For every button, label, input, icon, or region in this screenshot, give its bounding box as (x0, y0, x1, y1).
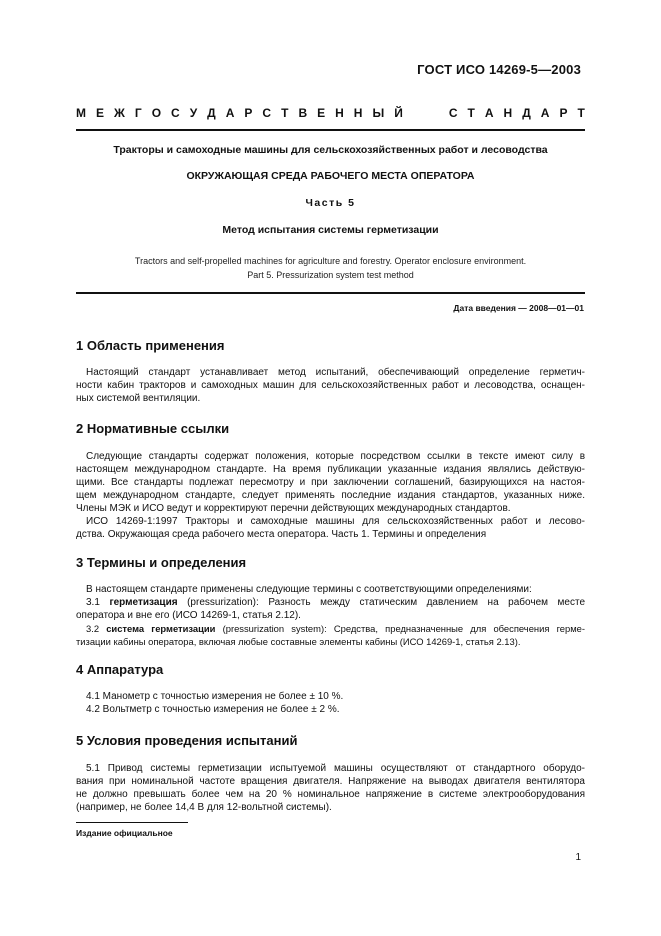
banner-letter: А (484, 106, 494, 120)
term-3-1-definition: (pressurization): Разность между статическим давлением на рабочем месте (177, 597, 586, 608)
title-part: Часть 5 (305, 197, 356, 209)
section-2-line: щем международном стандарте, следует применять последние издания стандартов, указанных ниже. (76, 490, 585, 501)
term-3-2-term: система герметизации (106, 623, 216, 634)
section-2-line: щими. Все стандарты подлежат пересмотру и при заключении соглашений, базирующихся на настоя- (76, 477, 585, 488)
term-3-2 (76, 622, 585, 635)
edition-note: Издание официальное (76, 828, 173, 838)
term-3-2-number: 3.2 (86, 623, 100, 634)
banner-letter: Е (317, 106, 326, 120)
apparatus-item-2: 4.2 Вольтметр с точностью измерения не более ± 2 %. (86, 704, 340, 715)
apparatus-item-1: 4.1 Манометр с точностью измерения не более ± 10 %. (86, 691, 344, 702)
banner-letter: Й (394, 106, 403, 120)
section-3-intro: В настоящем стандарте применены следующие термины с соответствующими определениями: (86, 584, 532, 595)
title-line-1: Тракторы и самоходные машины для сельскохозяйственных работ и лесоводства (113, 144, 548, 156)
section-5-heading: 5 Условия проведения испытаний (76, 733, 298, 748)
section-3-heading: 3 Термины и определения (76, 555, 247, 570)
banner-letter: Д (207, 106, 216, 120)
section-1-text (76, 366, 585, 405)
section-2-text (76, 450, 585, 541)
title-line-2: ОКРУЖАЮЩАЯ СРЕДА РАБОЧЕГО МЕСТА ОПЕРАТОРА (186, 170, 475, 182)
section-5-line: 5.1 Привод системы герметизации испытуемой машины осуществляют от стандартного оборудо- (86, 763, 585, 774)
banner-letter: В (298, 106, 308, 120)
section-2-line: дства. Окружающая среда рабочего места оператора. Часть 1. Термины и определения (76, 529, 487, 540)
section-2-line: Следующие стандарты содержат положения, которые посредством ссылки в тексте имеют силу в (86, 451, 585, 462)
banner-letter: А (540, 106, 550, 120)
banner-letter: Е (96, 106, 105, 120)
banner-letter: М (76, 106, 86, 120)
term-3-1 (76, 596, 585, 609)
section-5-text (76, 762, 585, 814)
term-3-2-definition: (pressurization system): Средства, предназначенные для обеспечения герме- (215, 623, 585, 634)
term-3-2-continuation: тизации кабины оператора, включая любые составные элементы кабины (ИСО 14269-1, статья 2.13). (76, 636, 521, 647)
top-rule (76, 129, 585, 131)
section-1-heading: 1 Область применения (76, 338, 225, 353)
banner-letter: Ы (372, 106, 385, 120)
section-1-line: ных системой вентиляции. (76, 393, 201, 404)
section-5-line: вания при номинальной частоте вращения двигателя. Напряжение на выводах двигателя вентилятора (76, 776, 585, 787)
title-line-4: Метод испытания системы герметизации (222, 224, 439, 236)
banner-letter: У (189, 106, 198, 120)
banner-letter: Н (335, 106, 344, 120)
section-5-line: не должно превышать более чем на 20 % номинальное напряжение в системе электрооборудования (76, 789, 585, 800)
section-2-heading: 2 Нормативные ссылки (76, 421, 230, 436)
english-title-line-1: Tractors and self-propelled machines for agriculture and forestry. Operator enclosure environment. (134, 256, 527, 266)
banner-letter: Д (522, 106, 531, 120)
section-2-line: ИСО 14269-1:1997 Тракторы и самоходные машины для сельскохозяйственных работ и лесово- (86, 516, 585, 527)
section-3-text (76, 583, 585, 648)
english-title (76, 254, 585, 282)
document-code: ГОСТ ИСО 14269-5—2003 (417, 62, 581, 77)
footer-rule (76, 822, 188, 823)
section-2-line: Члены МЭК и ИСО ведут и корректируют перечни действующих международных стандартов. (76, 503, 511, 514)
term-3-1-number: 3.1 (86, 597, 100, 608)
banner-letter: Н (353, 106, 363, 120)
section-5-line: (например, не более 14,4 В для 12-вольтной системы). (76, 802, 332, 813)
english-title-line-2: Part 5. Pressurization system test method (247, 270, 414, 280)
banner-letter: Т (577, 106, 585, 120)
introduction-date: Дата введения — 2008—01—01 (453, 303, 584, 313)
title-rule (76, 292, 585, 294)
page-number: 1 (575, 852, 581, 863)
banner-letter: Ж (114, 106, 125, 120)
section-2-line: настоящем международном стандарте. На время публикации указанные издания являлись действую- (76, 464, 585, 475)
banner-letter: О (151, 106, 162, 120)
section-4-text (76, 690, 585, 716)
banner-letter: С (171, 106, 180, 120)
section-1-line: ности кабин тракторов и самоходных машин для сельскохозяйственных работ и лесоводства, оснащен- (76, 380, 585, 391)
banner-letter: Г (134, 106, 142, 120)
banner-letter: Р (244, 106, 253, 120)
banner-letter: Т (281, 106, 289, 120)
banner-letter: Р (559, 106, 568, 120)
banner-letter: С (262, 106, 272, 120)
section-4-heading: 4 Аппаратура (76, 662, 164, 677)
banner-gap (413, 106, 439, 120)
banner-letter: А (225, 106, 235, 120)
term-3-1-continuation: оператора и вне его (ИСО 14269-1, статья 2.12). (76, 610, 301, 621)
standard-banner (76, 106, 585, 120)
banner-letter: С (448, 106, 458, 120)
banner-letter: Н (503, 106, 513, 120)
term-3-1-term: герметизация (109, 597, 178, 608)
banner-letter: Т (467, 106, 475, 120)
section-1-line: Настоящий стандарт устанавливает метод испытаний, обеспечивающий определение герметич- (86, 367, 585, 378)
